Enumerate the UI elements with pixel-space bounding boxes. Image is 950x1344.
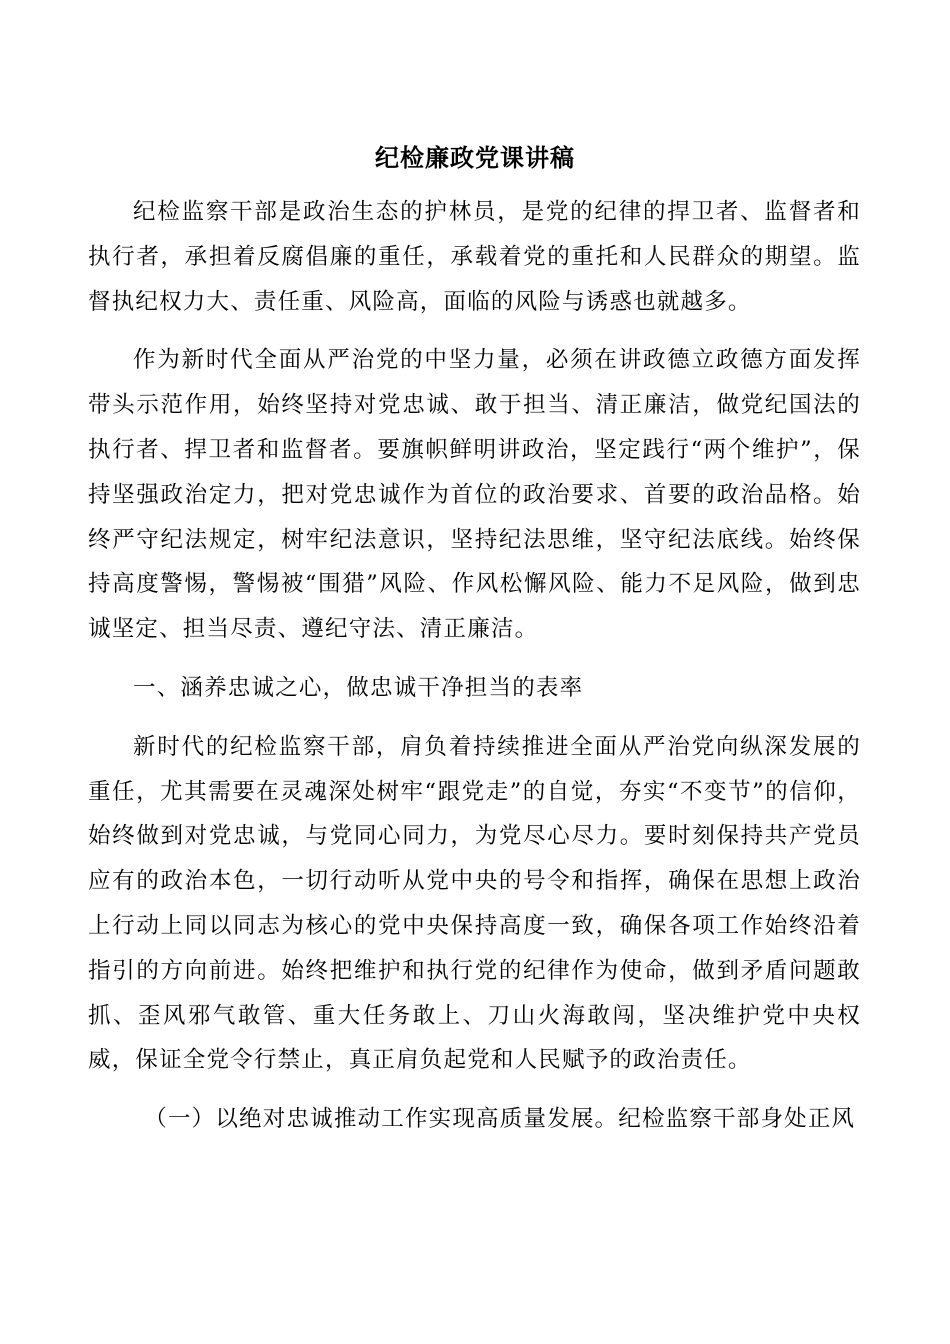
- subsection-heading: （一）以绝对忠诚推动工作实现高质量发展。纪检监察干部身处正风: [144, 1106, 856, 1133]
- section-heading: 一、涵养忠诚之心，做忠诚干净担当的表率: [133, 674, 584, 701]
- document-title: 纪检廉政党课讲稿: [375, 144, 575, 172]
- paragraph-section-one: 新时代的纪检监察干部，肩负着持续推进全面从严治党向纵深发展的重任，尤其需要在灵魂深处树牢“跟党走”的自觉，夯实“不变节”的信仰，始终做到对党忠诚，与党同心同力，为党尽心尽力。要时刻保持共产党员应有的政治本色，一切行动听从党中央的号令和指挥，确保在思想上政治上行动上同以同志为核心的党中央保持高度一致，确保各项工作始终沿着指引的方向前进。始终把维护和执行党的纪律作为使命，做到矛盾问题敢抓、歪风邪气敢管、重大任务敢上、刀山火海敢闯，坚决维护党中央权威，保证全党令行禁止，真正肩负起党和人民赋予的政治责任。: [88, 733, 861, 1074]
- document-body: [88, 190, 861, 1156]
- paragraph-role: 作为新时代全面从严治党的中坚力量，必须在讲政德立政德方面发挥带头示范作用，始终坚持对党忠诚、敢于担当、清正廉洁，做党纪国法的执行者、捍卫者和监督者。要旗帜鲜明讲政治，坚定践行“两个维护”，保持坚强政治定力，把对党忠诚作为首位的政治要求、首要的政治品格。始终严守纪法规定，树牢纪法意识，坚持纪法思维，坚守纪法底线。始终保持高度警惕，警惕被“围猎”风险、作风松懈风险、能力不足风险，做到忠诚坚定、担当尽责、遵纪守法、清正廉洁。: [88, 347, 861, 643]
- paragraph-intro: 纪检监察干部是政治生态的护林员，是党的纪律的捍卫者、监督者和执行者，承担着反腐倡廉的重任，承载着党的重托和人民群众的期望。监督执纪权力大、责任重、风险高，面临的风险与诱惑也就越多。: [88, 199, 861, 315]
